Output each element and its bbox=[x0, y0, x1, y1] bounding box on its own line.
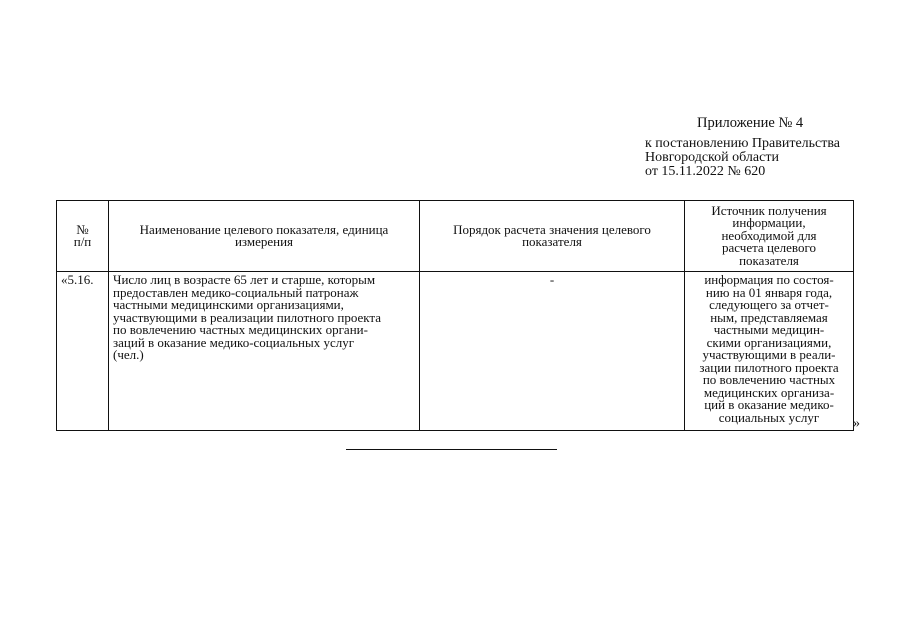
annex-title: Приложение № 4 bbox=[697, 115, 804, 131]
header-calculation-method bbox=[420, 201, 685, 272]
header-info-source bbox=[685, 201, 854, 272]
header-calculation-method-text: Порядок расчета значения целевого показателя bbox=[453, 221, 651, 249]
closing-quote: » bbox=[853, 416, 860, 431]
table-header-row bbox=[57, 201, 854, 272]
annex-line-region: Новгородской области bbox=[645, 150, 779, 165]
table-row bbox=[57, 272, 854, 431]
annex-line-decree: к постановлению Правительства bbox=[645, 136, 841, 151]
header-indicator-name bbox=[109, 201, 420, 272]
indicator-table bbox=[56, 200, 854, 431]
cell-number: «5.16. bbox=[57, 272, 109, 431]
annex-line-date: от 15.11.2022 № 620 bbox=[645, 164, 766, 179]
header-number-text: № п/п bbox=[73, 221, 92, 249]
cell-info-source: информация по состоя- нию на 01 января года, следующего за отчет- ным, представляемая частными медицин- скими организациями, участвующими в реали- зации пилотного проекта по вовлечению частных медицинских организа- ций в оказание медико- социальных услуг bbox=[685, 272, 854, 431]
header-info-source-text: Источник получения информации, необходимой для расчета целевого показателя bbox=[711, 202, 827, 268]
cell-indicator-name: Число лиц в возрасте 65 лет и старше, которым предоставлен медико-социальный патронаж частными медицинскими организациями, участвующими в реализации пилотного проекта по вовлечению частных медицинских органи- заций в оказание медико-социальных услуг (чел.) bbox=[109, 272, 420, 431]
header-indicator-name-text: Наименование целевого показателя, единица измерения bbox=[139, 221, 389, 249]
annex-header bbox=[645, 116, 885, 179]
cell-calculation-method: - bbox=[420, 272, 685, 431]
header-number bbox=[57, 201, 109, 272]
end-rule bbox=[346, 449, 557, 450]
